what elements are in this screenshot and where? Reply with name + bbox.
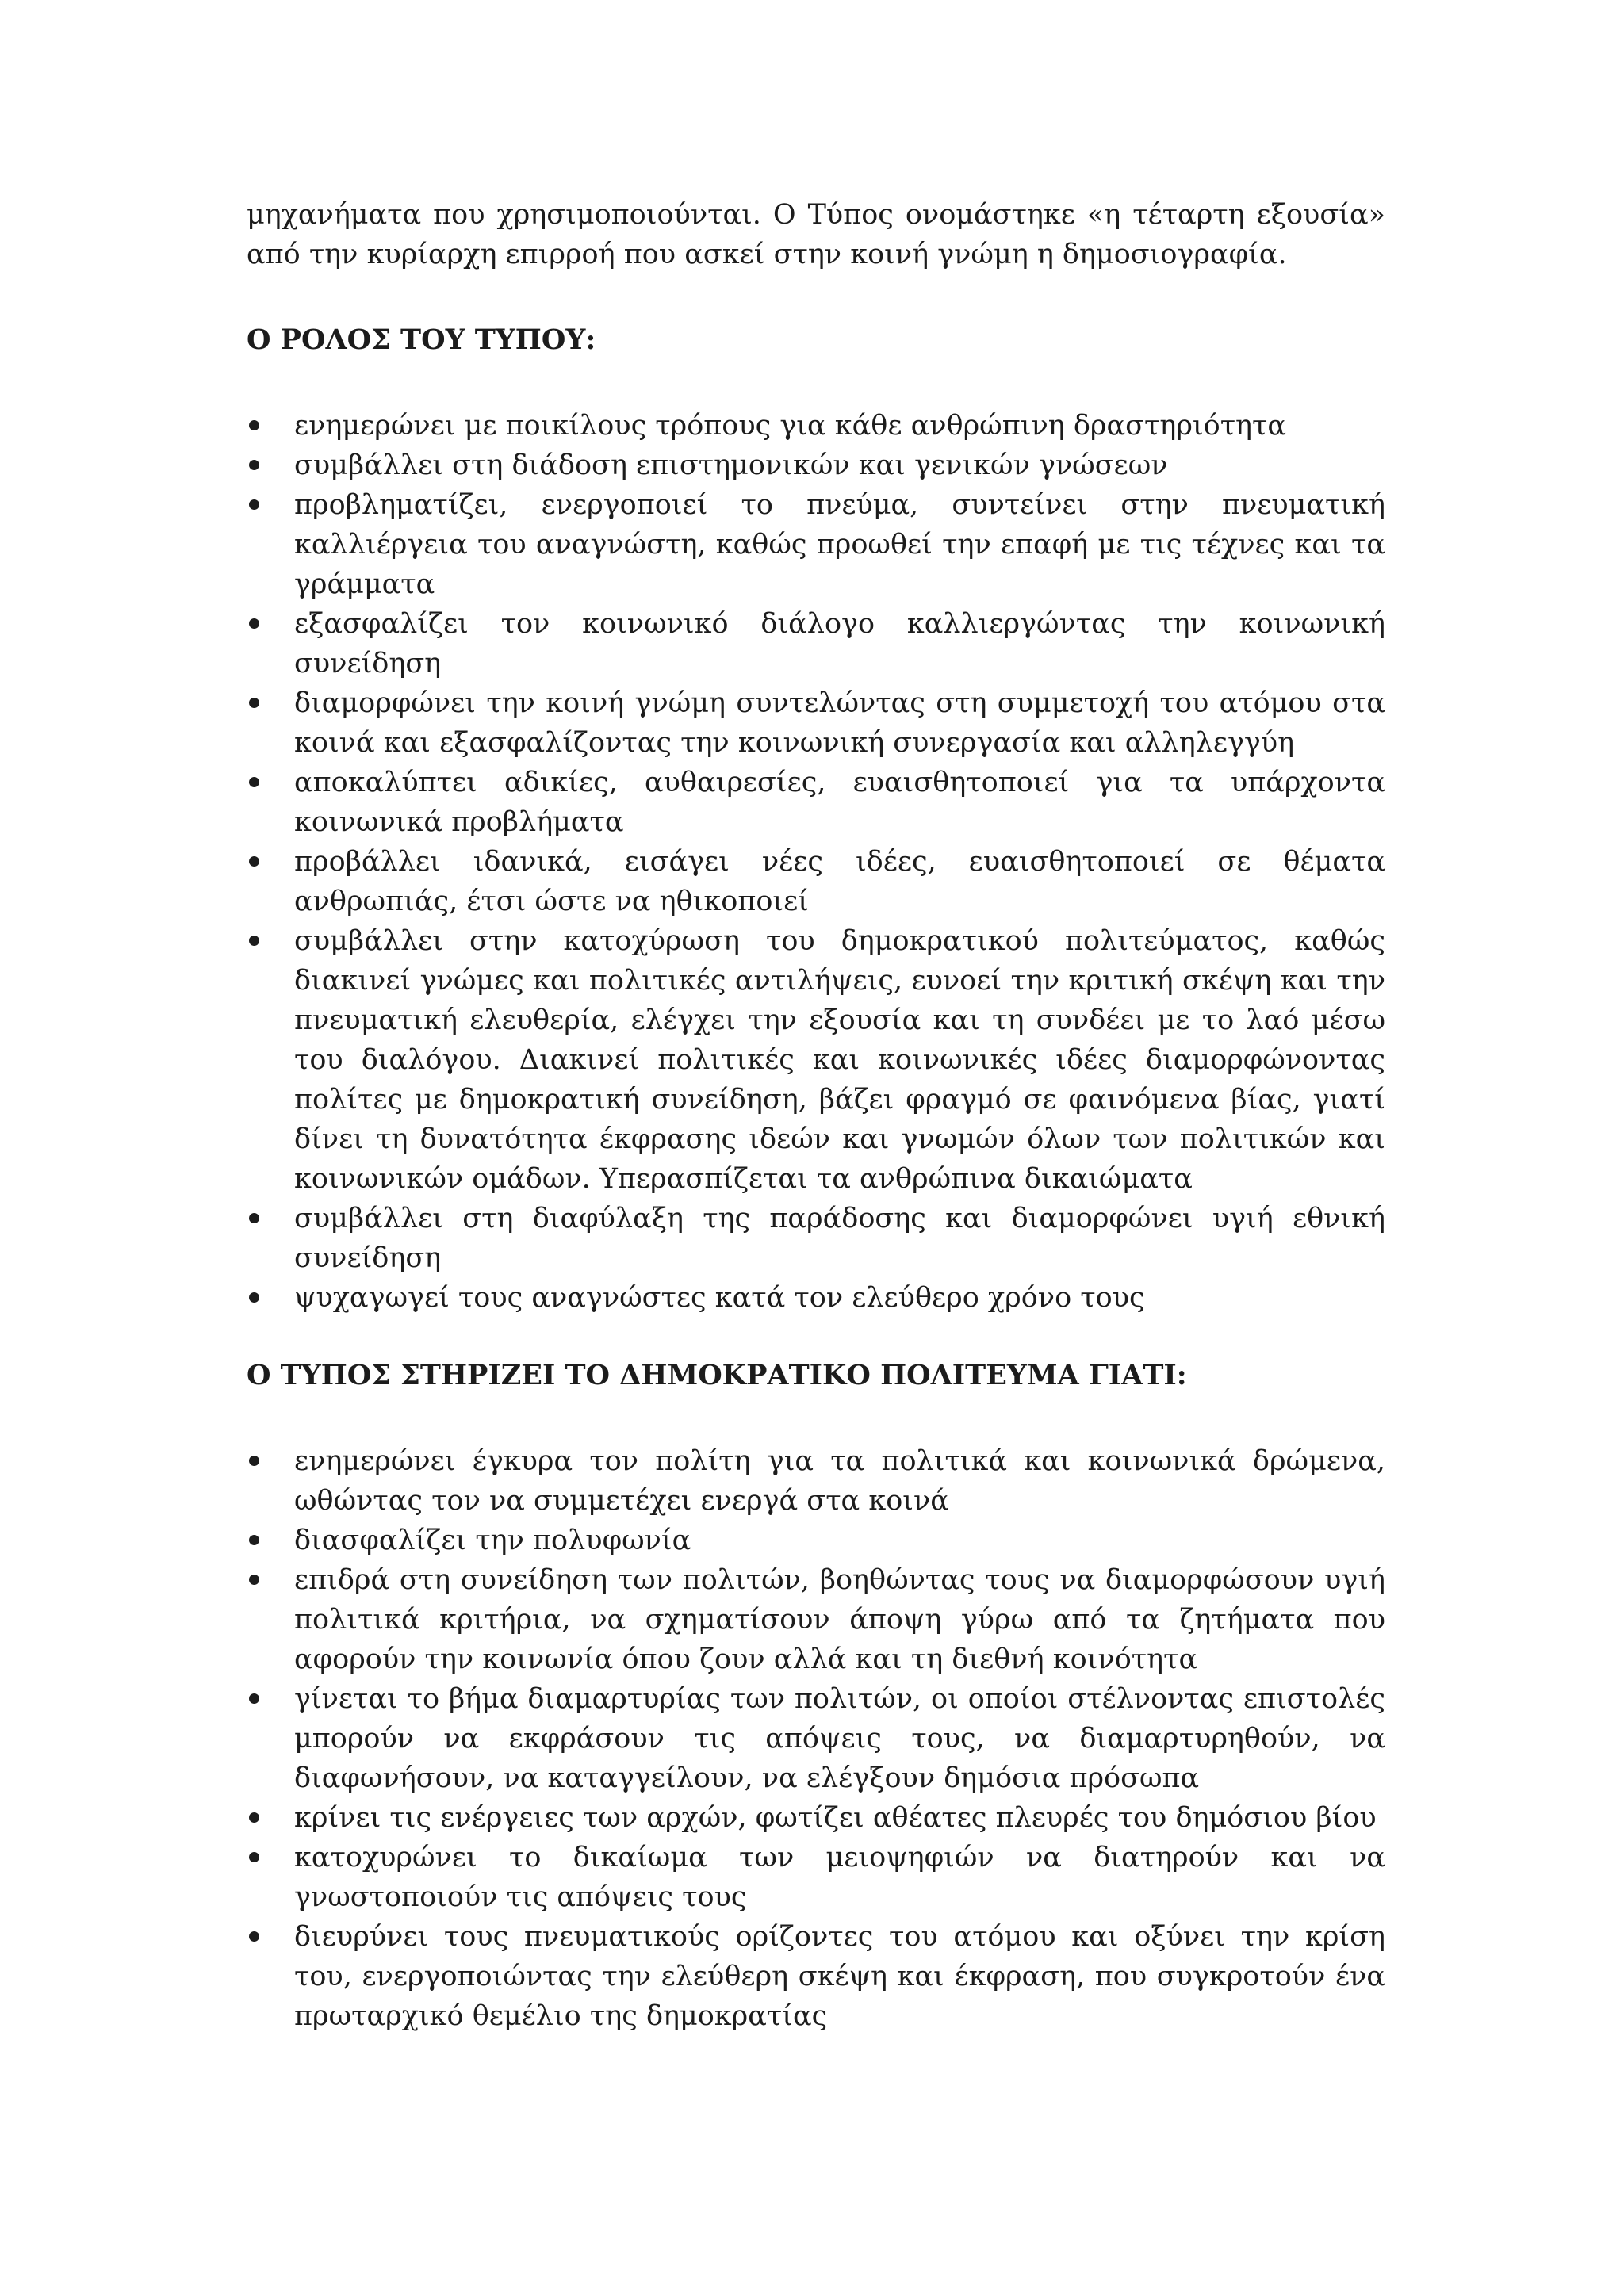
document-page [247, 195, 1385, 2036]
list-item [247, 1838, 1385, 1917]
list-item [247, 921, 1385, 1199]
bullet-icon [249, 618, 259, 629]
list-item-text: αποκαλύπτει αδικίες, αυθαιρεσίες, ευαισθητοποιεί για τα υπάρχοντα κοινωνικά προβλήματα [294, 767, 1385, 838]
list-item [247, 1278, 1385, 1318]
list-item-text: συμβάλλει στη διαφύλαξη της παράδοσης και διαμορφώνει υγιή εθνική συνείδηση [294, 1203, 1385, 1274]
bullet-icon [249, 1693, 259, 1704]
list-item [247, 604, 1385, 683]
list-item [247, 485, 1385, 604]
list-item [247, 683, 1385, 763]
list-item [247, 1199, 1385, 1278]
bullet-icon [249, 1535, 259, 1545]
list-item [247, 406, 1385, 446]
list-item-text: εξασφαλίζει τον κοινωνικό διάλογο καλλιεργώντας την κοινωνική συνείδηση [294, 608, 1385, 679]
list-item-text: προβληματίζει, ενεργοποιεί το πνεύμα, συντείνει στην πνευματική καλλιέργεια του αναγνώστη, καθώς προωθεί την επαφή με τις τέχνες και τα γράμματα [294, 489, 1385, 600]
list-item-text: συμβάλλει στην κατοχύρωση του δημοκρατικού πολιτεύματος, καθώς διακινεί γνώμες και πολιτικές αντιλήψεις, ευνοεί την κριτική σκέψη και την πνευματική ελευθερία, ελέγχει την εξουσία και τη συνδέει με το λαό μέσω του διαλόγου. Διακινεί πολιτικές και κοινωνικές ιδέες διαμορφώνοντας πολίτες με δημοκρατική συνείδηση, βάζει φραγμό σε φαινόμενα βίας, γιατί δίνει τη δυνατότητα έκφρασης ιδεών και γνωμών όλων των πολιτικών και κοινωνικών ομάδων. Υπερασπίζεται τα ανθρώπινα δικαιώματα [294, 925, 1385, 1195]
bullet-icon [249, 856, 259, 867]
intro-paragraph: μηχανήματα που χρησιμοποιούνται. Ο Τύπος ονομάστηκε «η τέταρτη εξουσία» από την κυρίαρχη επιρροή που ασκεί στην κοινή γνώμη η δημοσιογραφία. [247, 199, 1385, 270]
bullet-icon [249, 460, 259, 470]
section-heading-democracy: Ο ΤΥΠΟΣ ΣΤΗΡΙΖΕΙ ΤΟ ΔΗΜΟΚΡΑΤΙΚΟ ΠΟΛΙΤΕΥΜΑ ΓΙΑΤΙ: [247, 1359, 1187, 1391]
list-item [247, 763, 1385, 842]
democracy-bullet-list [247, 1441, 1385, 2036]
list-item-text: ενημερώνει έγκυρα τον πολίτη για τα πολιτικά και κοινωνικά δρώμενα, ωθώντας τον να συμμετέχει ενεργά στα κοινά [294, 1445, 1385, 1517]
bullet-icon [249, 1213, 259, 1223]
list-item-text: γίνεται το βήμα διαμαρτυρίας των πολιτών, οι οποίοι στέλνοντας επιστολές μπορούν να εκφράσουν τις απόψεις τους, να διαμαρτυρηθούν, να διαφωνήσουν, να καταγγείλουν, να ελέγξουν δημόσια πρόσωπα [294, 1683, 1385, 1794]
bullet-icon [249, 1812, 259, 1823]
bullet-icon [249, 499, 259, 510]
bullet-icon [249, 1292, 259, 1303]
list-item-text: διαμορφώνει την κοινή γνώμη συντελώντας στη συμμετοχή του ατόμου στα κοινά και εξασφαλίζοντας την κοινωνική συνεργασία και αλληλεγγύη [294, 687, 1385, 759]
list-item-text: κρίνει τις ενέργειες των αρχών, φωτίζει αθέατες πλευρές του δημόσιου βίου [294, 1802, 1377, 1834]
bullet-icon [249, 777, 259, 787]
list-item [247, 1917, 1385, 2036]
list-item [247, 446, 1385, 485]
list-item [247, 842, 1385, 921]
bullet-icon [249, 698, 259, 708]
list-item-text: διευρύνει τους πνευματικούς ορίζοντες του ατόμου και οξύνει την κρίση του, ενεργοποιώντας την ελεύθερη σκέψη και έκφραση, που συγκροτούν ένα πρωταρχικό θεμέλιο της δημοκρατίας [294, 1921, 1385, 2032]
list-item [247, 1441, 1385, 1521]
list-item-text: ενημερώνει με ποικίλους τρόπους για κάθε ανθρώπινη δραστηριότητα [294, 410, 1287, 442]
bullet-icon [249, 1456, 259, 1466]
list-item-text: διασφαλίζει την πολυφωνία [294, 1525, 691, 1556]
list-item-text: επιδρά στη συνείδηση των πολιτών, βοηθώντας τους να διαμορφώσουν υγιή πολιτικά κριτήρια, να σχηματίσουν άποψη γύρω από τα ζητήματα που αφορούν την κοινωνία όπου ζουν αλλά και τη διεθνή κοινότητα [294, 1564, 1385, 1675]
list-item-text: προβάλλει ιδανικά, εισάγει νέες ιδέες, ευαισθητοποιεί σε θέματα ανθρωπιάς, έτσι ώστε να ηθικοποιεί [294, 846, 1385, 917]
list-item [247, 1679, 1385, 1798]
bullet-icon [249, 1931, 259, 1942]
list-item-text: ψυχαγωγεί τους αναγνώστες κατά τον ελεύθερο χρόνο τους [294, 1282, 1145, 1314]
list-item-text: κατοχυρώνει το δικαίωμα των μειοψηφιών να διατηρούν και να γνωστοποιούν τις απόψεις τους [294, 1842, 1385, 1913]
list-item [247, 1521, 1385, 1560]
bullet-icon [249, 1575, 259, 1585]
section-heading-role: Ο ΡΟΛΟΣ ΤΟΥ ΤΥΠΟΥ: [247, 323, 596, 356]
bullet-icon [249, 420, 259, 430]
list-item [247, 1560, 1385, 1679]
list-item [247, 1798, 1385, 1838]
role-bullet-list [247, 406, 1385, 1318]
bullet-icon [249, 936, 259, 946]
list-item-text: συμβάλλει στη διάδοση επιστημονικών και γενικών γνώσεων [294, 450, 1168, 481]
bullet-icon [249, 1852, 259, 1862]
